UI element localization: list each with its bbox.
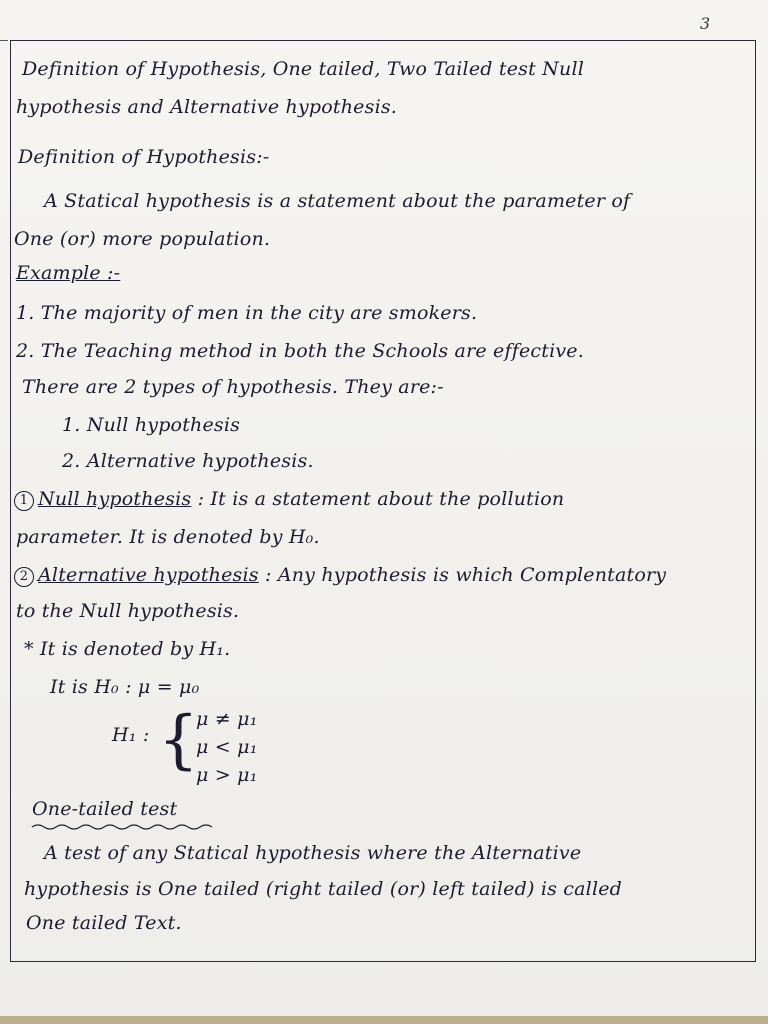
alternative-hypothesis-line [14, 564, 666, 587]
example-item-1: 1. The majority of men in the city are smokers. [16, 302, 478, 324]
number-circle-1: 1 [14, 491, 34, 511]
h1-brace: { [158, 703, 199, 777]
h1-case-3: μ > μ₁ [196, 764, 258, 786]
page-number: 3 [700, 14, 711, 33]
one-tailed-line-1: A test of any Statical hypothesis where the Alternative [44, 842, 582, 864]
h1-case-2: μ < μ₁ [196, 736, 258, 758]
definition-line-2: One (or) more population. [14, 228, 271, 250]
null-hypothesis-term: Null hypothesis [38, 488, 192, 510]
one-tailed-line-2: hypothesis is One tailed (right tailed (or) left tailed) is called [24, 878, 623, 900]
h1-case-1: μ ≠ μ₁ [196, 708, 258, 730]
example-heading: Example :- [16, 262, 121, 284]
alternative-hypothesis-term: Alternative hypothesis [38, 564, 259, 586]
title-line-2: hypothesis and Alternative hypothesis. [16, 96, 398, 118]
heading-squiggle-underline [30, 822, 220, 832]
definition-heading: Definition of Hypothesis:- [18, 146, 270, 168]
h1-label: H₁ : [112, 724, 150, 746]
null-hypothesis-definition: : It is a statement about the pollution [197, 488, 565, 510]
type-item-2: 2. Alternative hypothesis. [62, 450, 314, 472]
null-hypothesis-line [14, 488, 564, 511]
example-item-2: 2. The Teaching method in both the Schools are effective. [16, 340, 584, 362]
page-bottom-edge [0, 1016, 768, 1024]
alternative-denoted-line: * It is denoted by H₁. [24, 638, 231, 660]
types-intro: There are 2 types of hypothesis. They are:- [22, 376, 444, 398]
alternative-hypothesis-definition-2: to the Null hypothesis. [16, 600, 240, 622]
title-line-1: Definition of Hypothesis, One tailed, Two Tailed test Null [22, 58, 584, 80]
type-item-1: 1. Null hypothesis [62, 414, 241, 436]
one-tailed-line-3: One tailed Text. [26, 912, 182, 934]
h0-equation: It is H₀ : μ = μ₀ [50, 676, 200, 698]
definition-line-1: A Statical hypothesis is a statement about the parameter of [44, 190, 631, 212]
null-hypothesis-definition-2: parameter. It is denoted by H₀. [16, 526, 320, 548]
alternative-hypothesis-definition: : Any hypothesis is which Complentatory [264, 564, 667, 586]
one-tailed-heading: One-tailed test [32, 798, 178, 820]
number-circle-2: 2 [14, 567, 34, 587]
margin-tick [0, 40, 8, 41]
